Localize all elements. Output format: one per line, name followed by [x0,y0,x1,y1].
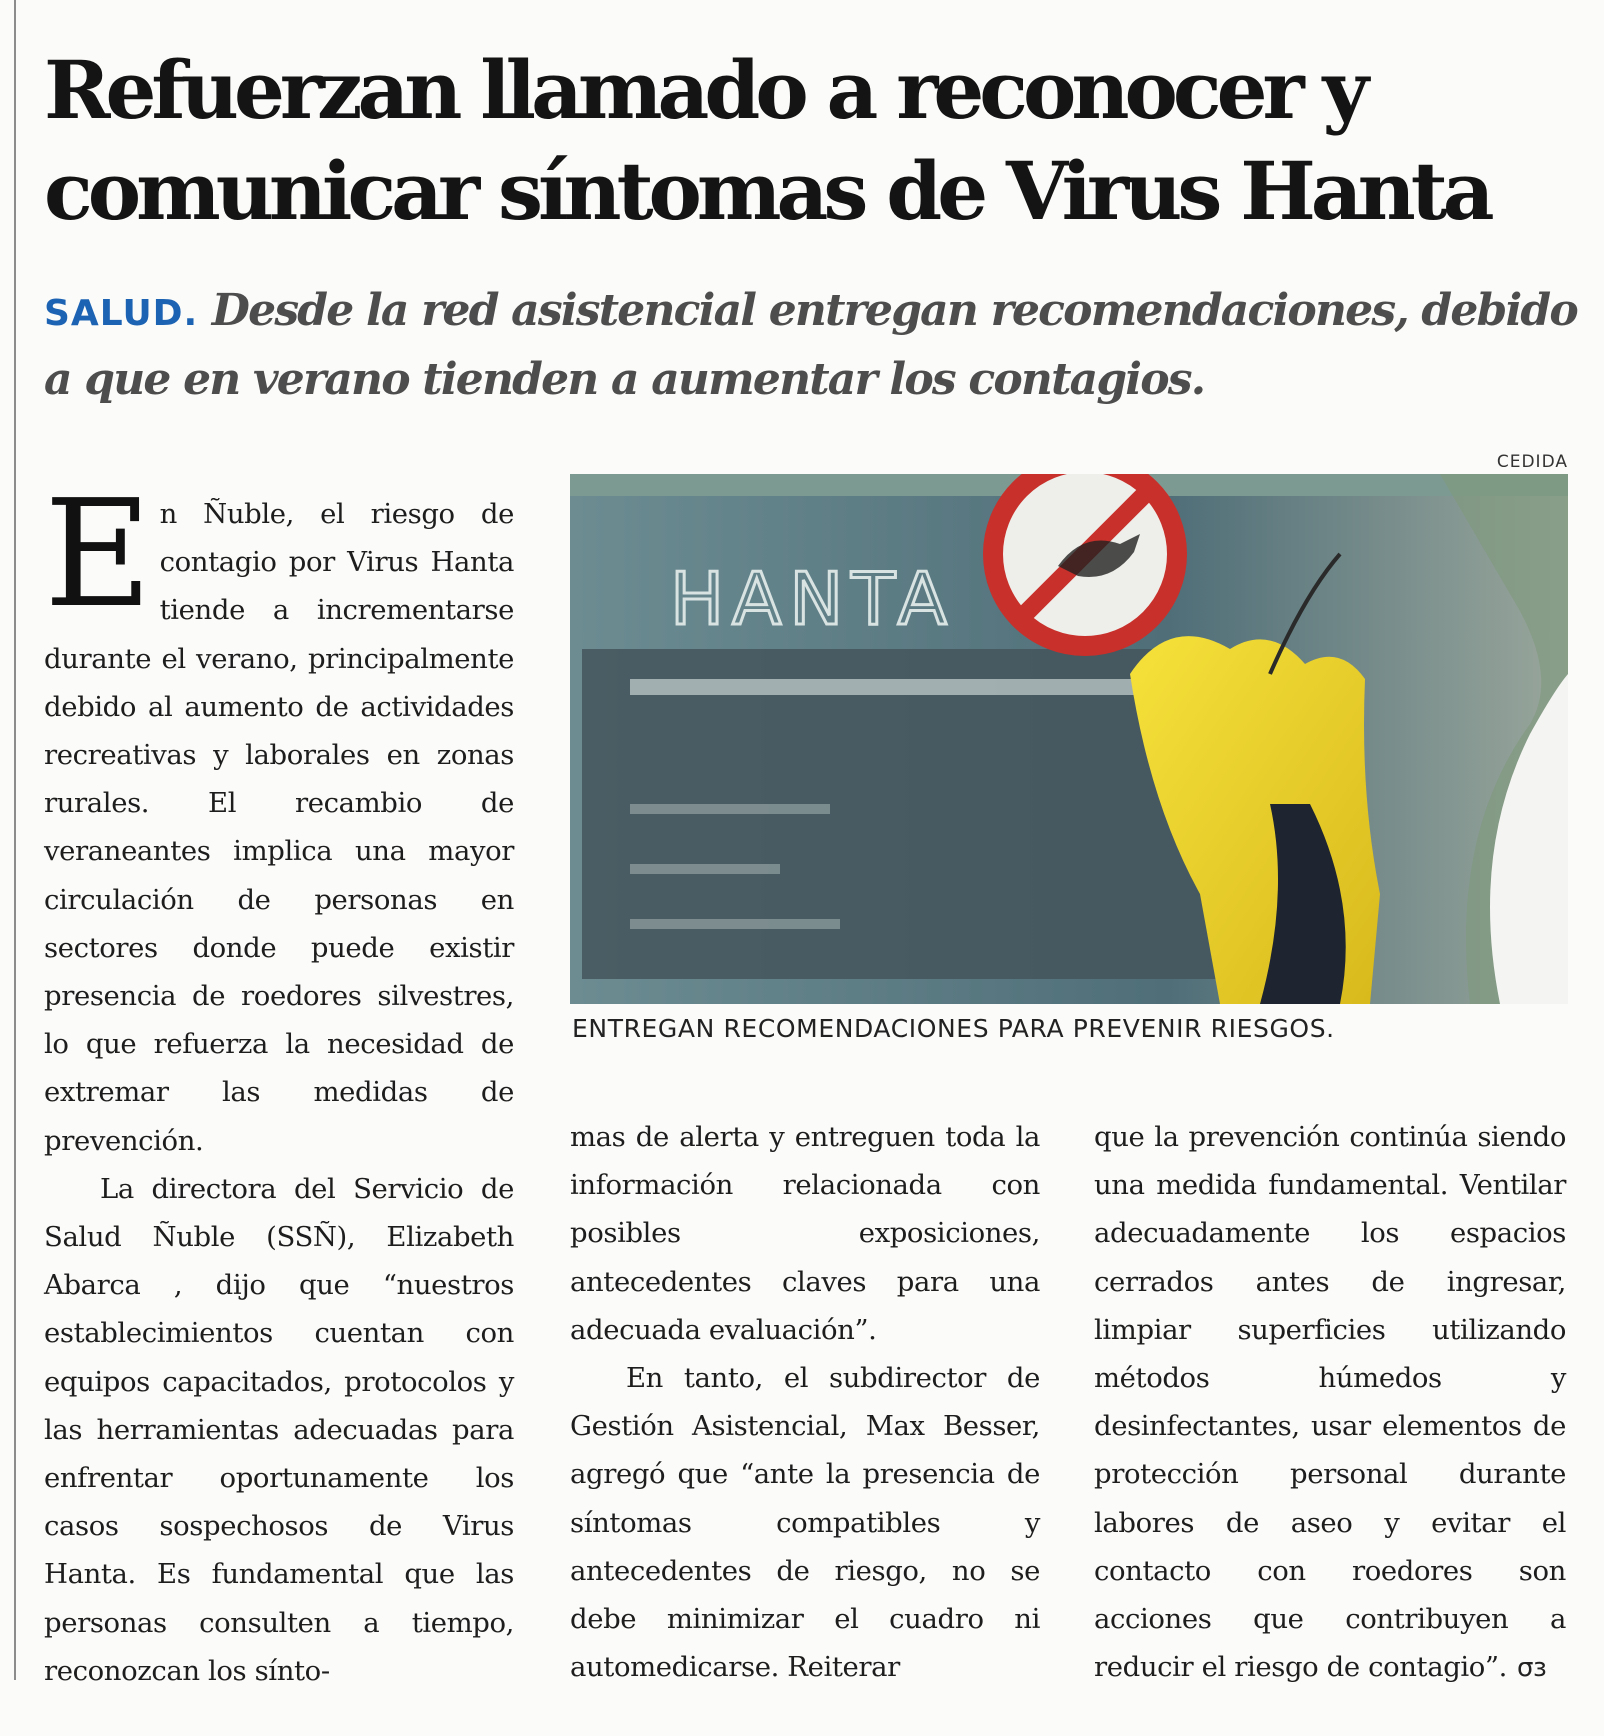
paragraph: que la prevención continúa siendo una medida fundamental. Ventilar adecuadamente los espacios cerrados antes de ingresar, limpiar superficies utilizando métodos húmedos y desinfectantes, usar elementos de protección personal durante labores de aseo y evitar el contacto con roedores son acciones que contribuyen a reducir el riesgo de contagio”. σз [1094,1121,1566,1684]
article-headline: Refuerzan llamado a reconocer y comunicar síntomas de Virus Hanta [44,43,1490,238]
article-column-1 [44,468,514,1695]
page-left-rule [14,0,16,1680]
article-photo [570,474,1568,1004]
article-deck [44,278,1584,413]
article-column-2 [570,1113,1040,1691]
article-column-3 [1094,1113,1566,1692]
paragraph: En Ñuble, el riesgo de contagio por Virus Hanta tiende a incrementarse durante el verano, principalmente debido al aumento de actividades recreativas y laborales en zonas rurales. El recambio de veraneantes implica una mayor circulación de personas en sectores donde puede existir presencia de roedores silvestres, lo que refuerza la necesidad de extremar las medidas de prevención. [44,468,514,1157]
photo-credit: CEDIDA [1496,452,1568,472]
photo-caption: ENTREGAN RECOMENDACIONES PARA PREVENIR RIESGOS. [572,1014,1335,1043]
hanta-sign-photo-illustration [570,474,1568,1004]
paragraph: La directora del Servicio de Salud Ñuble (SSÑ), Elizabeth Abarca , dijo que “nuestros establecimientos cuentan con equipos capacitados, protocolos y las herramientas adecuadas para enfrentar oportunamente los casos sospechosos de Virus Hanta. Es fundamental que las personas consulten a tiempo, reconozcan los sínto- [44,1172,514,1687]
sign-lettering: HANTA [670,557,955,641]
paragraph: mas de alerta y entreguen toda la información relacionada con posibles exposiciones, antecedentes claves para una adecuada evaluación”. [570,1121,1040,1346]
deck-text: Desde la red asistencial entregan recomendaciones, debido a que en verano tienden a aumentar los contagios. [44,285,1577,405]
section-kicker: SALUD. [44,293,199,334]
end-of-article-mark: σз [1516,1653,1547,1684]
drop-cap: E [44,468,152,640]
paragraph: En tanto, el subdirector de Gestión Asistencial, Max Besser, agregó que “ante la presencia de síntomas compatibles y antecedentes de riesgo, no se debe minimizar el cuadro ni automedicarse. Reiterar [570,1362,1040,1684]
